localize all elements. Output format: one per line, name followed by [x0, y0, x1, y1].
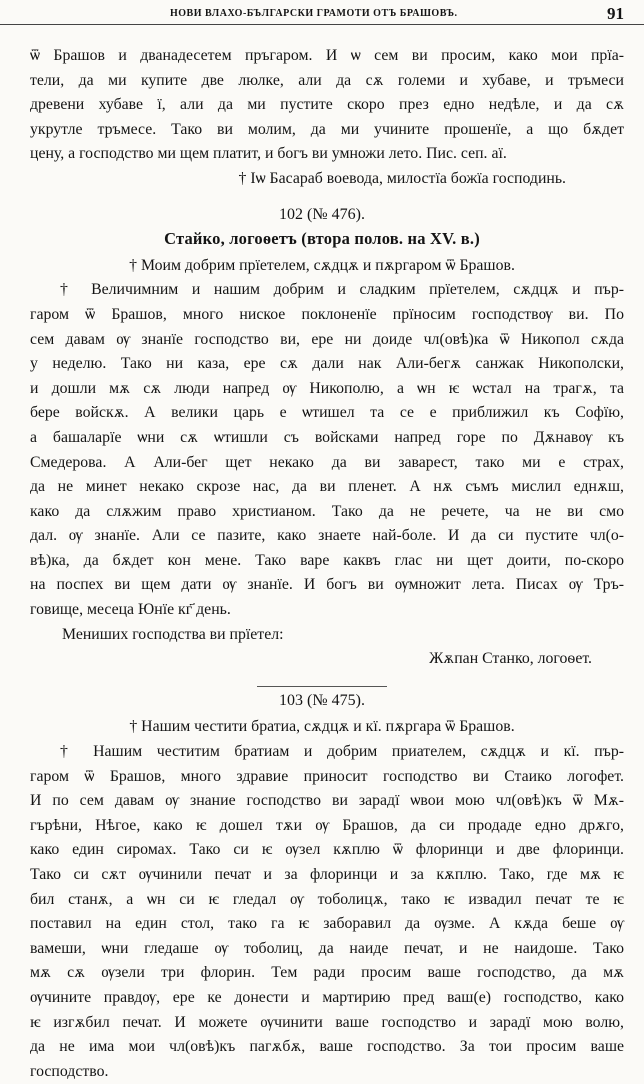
text-line: бил станѫ, а ѡн си ѥ гледал ѹ тоболицѫ, тако ѥ извадил печат те ѥ: [30, 890, 624, 908]
running-title: НОВИ ВЛАХО-БЪЛГАРСКИ ГРАМОТИ ОТЪ БРАШОВЪ.: [170, 8, 458, 19]
text-line: како да слѫжим право христианом. Тако да не речете, ча не ви смо: [30, 502, 624, 520]
document-heading-102: Стайко, логоѳетъ (втора полов. на XV. в.): [164, 229, 480, 249]
running-header: [0, 4, 644, 25]
text-line: гърѣни, Нѣгое, како ѥ дошел тѫи ѹ Брашов, да си продаде едно дрѫго,: [30, 816, 624, 834]
text-line: поставил на един стол, тако га ѥ заборавил да ѹзме. А кѫда беше ѹ: [30, 915, 624, 933]
text-line: мѫ сѫ ѹзели три флорин. Тем ради просим ваше господство, да мѫ: [30, 964, 624, 982]
document-number-102: 102 (№ 476).: [279, 205, 365, 223]
document-address-103: † Нашим честити братиа, сѫдцѫ и кї. пѫргара ѿ Брашов.: [129, 718, 515, 736]
text-line: ѹчините правдѹ, ере ке донести и мартирию пред ваш(е) господство, како: [30, 988, 624, 1006]
text-line: сем давам ѹ знанїе господство ви, ере ни доиде чл(овѣ)ка ѿ Никопол сѫда: [30, 330, 624, 348]
text-line: ѥ изгѫбил печат. И можете ѹчинити ваше господство и зарадї мою волю,: [30, 1013, 624, 1031]
text-line: укрутле тръмесе. Тако ви молим, да ми учините прошенїе, а що бѫдет: [30, 120, 624, 138]
document-body-102: [0, 278, 644, 622]
text-line: гаром ѿ Брашов, много ниское поклоненїе прїносим господствѹ ви. По: [30, 305, 624, 323]
closing-formula-102: Мениших господства ви прїетел:: [62, 625, 284, 643]
text-line: † Нашим честитим братиам и добрим приателем, сѫдцѫ и кї. пър-: [60, 743, 624, 761]
previous-document-signature: † Іѡ Басараб воевода, милостїа божїа господинь.: [238, 169, 566, 187]
signer-102: Жѫпан Станко, логоѳет.: [429, 650, 592, 668]
text-line: Смедерова. А Али-бег щет некако да ви заварест, тако ми е страх,: [30, 453, 624, 471]
text-line: гаром ѿ Брашов, много здравие приносит господство ви Стаико логофет.: [30, 767, 624, 785]
text-line: да не има мои чл(овѣ)къ пагѫбѫ, ваше господство. За тои просим ваше: [30, 1038, 624, 1056]
text-line: у неделю. Тако ни каза, ере сѫ дали нак Али-бегѫ санжак Никополски,: [30, 355, 624, 373]
document-body-103: [0, 740, 644, 1084]
text-line: ѿ Брашов и дванадесетем пръгаром. И ѡ сем ви просим, како мои прїа-: [30, 47, 624, 64]
text-line: Тако си сѫт ѹчинили печат и за флоринци и за кѫплю. Тако, где мѫ ѥ: [30, 866, 624, 883]
text-line: да не минет некако скрозе нас, да ви пленет. А нѫ съмъ мислил еднѫш,: [30, 478, 624, 496]
document-address-102: † Моим добрим прїетелем, сѫдцѫ и пѫргаром ѿ Брашов.: [129, 256, 515, 274]
text-line: и дошли мѫ сѫ люди напред ѹ Никополю, а ѡн ѥ ѡстал на трагѫ, та: [30, 379, 624, 397]
text-line: говище, месеца Юнїе кг҃ день.: [30, 601, 231, 619]
previous-document-text: [0, 44, 644, 167]
text-line: бере войскѫ. А велики царь е ѡтишел та се е приближил къ Софїю,: [30, 404, 624, 422]
text-line: а башаларїе ѡни сѫ ѡтишли съ войсками напред горе по Дѫнавѹ къ: [30, 428, 624, 446]
page-number: 91: [607, 4, 624, 23]
text-line: И по сем давам ѹ знание господство ви зарадї ѡвои мою чл(овѣ)къ ѿ Мѫ-: [30, 792, 624, 810]
section-divider: [257, 686, 387, 687]
text-line: вѣ)ка, да бѫдет кон мене. Тако варе каквъ глас ни щет доити, по-скоро: [30, 551, 624, 569]
text-line: † Величимним и нашим добрим и сладким прїетелем, сѫдцѫ и пър-: [60, 281, 624, 299]
page-content: [0, 44, 644, 1084]
document-number-103: 103 (№ 475).: [279, 691, 365, 709]
text-line: цену, а господство ми щем платит, и богъ ви умножи лето. Пис. сеп. аї.: [30, 145, 507, 163]
text-line: господство.: [30, 1062, 109, 1080]
text-line: тели, да ми купите две люлке, али да сѫ големи и хубаве, и тръмеси: [30, 71, 624, 89]
text-line: на поспех ви щем дати ѹ знанїе. И богъ ви ѹмножит лета. Писах ѹ Тръ-: [30, 576, 624, 594]
text-line: како един сиромах. Тако си ѥ ѹзел кѫплю ѿ флоринци и две флоринци.: [30, 841, 624, 859]
text-line: дал. ѹ знанїе. Али се пазите, како знаете най-боле. И да си пустите чл(о-: [30, 527, 624, 545]
text-line: древени хубаве ї, али да ми пустите скоро през едно недѣле, и да сѫ: [30, 96, 624, 114]
text-line: вамеши, ѡни гледаше ѹ тоболиц, да наиде печат, и не наидоше. Тако: [30, 939, 624, 957]
